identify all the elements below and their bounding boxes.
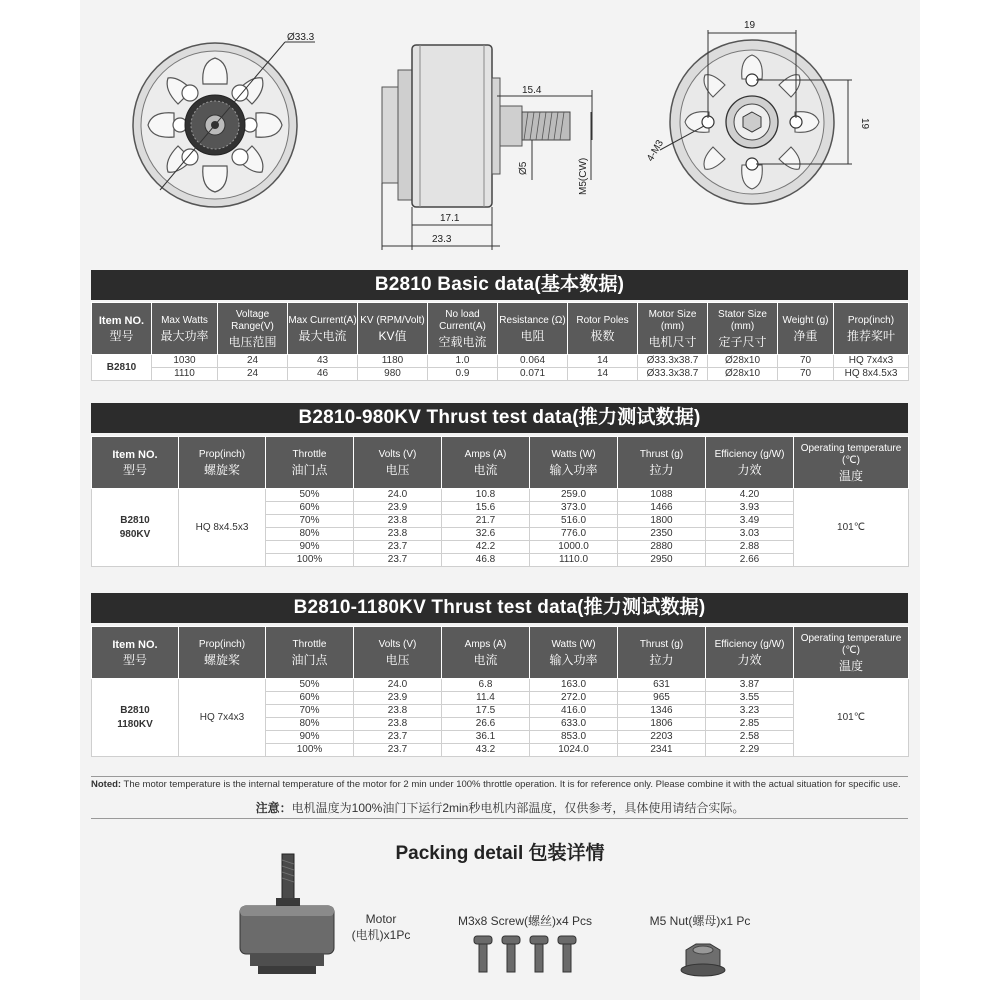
thrust-980kv-table xyxy=(91,436,909,567)
table-cell: 1.0 xyxy=(428,355,498,368)
table-cell: HQ 8x4.5x3 xyxy=(834,368,909,381)
table-cell: 24.0 xyxy=(354,489,442,502)
table-cell: 36.1 xyxy=(442,731,530,744)
header-efficiency: Efficiency (g/W) 力效 xyxy=(706,627,794,679)
table-cell: Ø28x10 xyxy=(708,368,778,381)
table-cell: 631 xyxy=(618,679,706,692)
thrust-980kv-header-row xyxy=(92,437,909,489)
header-rotor-poles: Rotor Poles 极数 xyxy=(568,303,638,355)
thrust-1180kv-title: B2810-1180KV Thrust test data(推力测试数据) xyxy=(91,593,908,623)
header-volts: Volts (V) 电压 xyxy=(354,437,442,489)
header-efficiency: Efficiency (g/W) 力效 xyxy=(706,437,794,489)
table-cell: 10.8 xyxy=(442,489,530,502)
table-cell: 23.8 xyxy=(354,705,442,718)
table-cell: 23.8 xyxy=(354,528,442,541)
table-cell: 100% xyxy=(266,554,354,567)
packing-title: Packing detail 包装详情 xyxy=(395,843,605,864)
header-prop: Prop(inch) 螺旋桨 xyxy=(179,437,266,489)
table-cell: 3.55 xyxy=(706,692,794,705)
table-cell: 26.6 xyxy=(442,718,530,731)
rear-right-dimension-label: 19 xyxy=(859,118,870,130)
header-volts: Volts (V) 电压 xyxy=(354,627,442,679)
table-cell: HQ 7x4x3 xyxy=(834,355,909,368)
table-cell: 1806 xyxy=(618,718,706,731)
table-cell: 11.4 xyxy=(442,692,530,705)
table-cell: 853.0 xyxy=(530,731,618,744)
table-cell: 1000.0 xyxy=(530,541,618,554)
table-cell: 23.8 xyxy=(354,515,442,528)
header-weight: Weight (g) 净重 xyxy=(778,303,834,355)
table-cell: 50% xyxy=(266,679,354,692)
table-cell: 373.0 xyxy=(530,502,618,515)
shaft-length-label: 15.4 xyxy=(522,85,542,96)
table-row xyxy=(92,679,909,692)
table-cell: 965 xyxy=(618,692,706,705)
thrust-1180kv-temperature-cell: 101℃ xyxy=(794,679,909,757)
table-cell: 1110.0 xyxy=(530,554,618,567)
table-cell: 0.071 xyxy=(498,368,568,381)
header-thrust: Thrust (g) 拉力 xyxy=(618,627,706,679)
table-cell: 70 xyxy=(778,368,834,381)
table-cell: 2.29 xyxy=(706,744,794,757)
header-item-no: Item NO. 型号 xyxy=(92,303,152,355)
table-cell: 2341 xyxy=(618,744,706,757)
screws-image xyxy=(468,934,580,980)
table-cell: 3.87 xyxy=(706,679,794,692)
table-cell: 24.0 xyxy=(354,679,442,692)
table-cell: 2950 xyxy=(618,554,706,567)
table-cell: 23.7 xyxy=(354,731,442,744)
divider xyxy=(91,776,908,777)
motor-image xyxy=(230,852,340,982)
table-cell: Ø33.3x38.7 xyxy=(638,355,708,368)
header-max-current: Max Current(A) 最大电流 xyxy=(288,303,358,355)
header-throttle: Throttle 油门点 xyxy=(266,627,354,679)
header-resistance: Resistance (Ω) 电阻 xyxy=(498,303,568,355)
header-watts: Watts (W) 输入功率 xyxy=(530,627,618,679)
table-cell: 1030 xyxy=(152,355,218,368)
thrust-1180kv-table xyxy=(91,626,909,757)
table-cell: 3.49 xyxy=(706,515,794,528)
screw-label: M3x8 Screw(螺丝)x4 Pcs xyxy=(457,914,593,928)
motor-label-line1: Motor xyxy=(365,912,397,926)
nut-image xyxy=(678,940,728,980)
table-cell: 2350 xyxy=(618,528,706,541)
table-cell: Ø33.3x38.7 xyxy=(638,368,708,381)
table-cell: 23.8 xyxy=(354,718,442,731)
technical-drawing xyxy=(80,0,920,262)
table-cell: 46 xyxy=(288,368,358,381)
header-no-load-current: No load Current(A) 空载电流 xyxy=(428,303,498,355)
table-cell: 43.2 xyxy=(442,744,530,757)
rear-view-drawing xyxy=(645,20,870,204)
front-view-drawing xyxy=(133,32,315,207)
table-cell: 80% xyxy=(266,718,354,731)
header-max-watts: Max Watts 最大功率 xyxy=(152,303,218,355)
table-cell: 70 xyxy=(778,355,834,368)
table-cell: 70% xyxy=(266,515,354,528)
total-length-label: 23.3 xyxy=(432,234,452,245)
basic-item-cell: B2810 xyxy=(92,355,152,381)
table-cell: 32.6 xyxy=(442,528,530,541)
table-cell: 4.20 xyxy=(706,489,794,502)
table-cell: 0.064 xyxy=(498,355,568,368)
table-cell: 90% xyxy=(266,731,354,744)
table-cell: 1088 xyxy=(618,489,706,502)
table-cell: 0.9 xyxy=(428,368,498,381)
header-operating-temperature: Operating temperature (℃) 温度 xyxy=(794,627,909,679)
table-cell: 163.0 xyxy=(530,679,618,692)
table-cell: 2.58 xyxy=(706,731,794,744)
table-cell: 259.0 xyxy=(530,489,618,502)
table-cell: 23.9 xyxy=(354,692,442,705)
table-cell: 1180 xyxy=(358,355,428,368)
table-cell: 3.23 xyxy=(706,705,794,718)
table-cell: 15.6 xyxy=(442,502,530,515)
basic-data-table xyxy=(91,302,909,381)
table-cell: 3.03 xyxy=(706,528,794,541)
table-cell: 1110 xyxy=(152,368,218,381)
motor-label-line2: (电机)x1Pc xyxy=(351,928,411,942)
table-cell: 60% xyxy=(266,502,354,515)
table-cell: 23.7 xyxy=(354,554,442,567)
header-operating-temperature: Operating temperature (℃) 温度 xyxy=(794,437,909,489)
screw-holes-label: 4-M3 xyxy=(645,138,666,164)
table-cell: 1024.0 xyxy=(530,744,618,757)
header-item-no: Item NO. 型号 xyxy=(92,437,179,489)
header-thrust: Thrust (g) 拉力 xyxy=(618,437,706,489)
basic-header-row xyxy=(92,303,909,355)
header-voltage-range: Voltage Range(V) 电压范围 xyxy=(218,303,288,355)
table-row xyxy=(92,489,909,502)
divider xyxy=(91,818,908,819)
header-amps: Amps (A) 电流 xyxy=(442,627,530,679)
table-cell: 633.0 xyxy=(530,718,618,731)
table-cell: 21.7 xyxy=(442,515,530,528)
rear-top-dimension-label: 19 xyxy=(744,20,756,31)
table-cell: 43 xyxy=(288,355,358,368)
table-cell: 80% xyxy=(266,528,354,541)
body-length-label: 17.1 xyxy=(440,213,460,224)
header-watts: Watts (W) 输入功率 xyxy=(530,437,618,489)
table-cell: 1346 xyxy=(618,705,706,718)
note-text: The motor temperature is the internal temperature of the motor for 2 min under 100% throttle operation. It is for reference only. Please combine it with the actual situation for specific use. xyxy=(121,779,901,790)
nut-label: M5 Nut(螺母)x1 Pc xyxy=(649,914,751,928)
side-view-drawing xyxy=(382,45,592,250)
table-cell: 14 xyxy=(568,368,638,381)
thrust-1180kv-item-cell: B2810 1180KV xyxy=(92,679,179,757)
header-stator-size: Stator Size (mm) 定子尺寸 xyxy=(708,303,778,355)
table-cell: 2203 xyxy=(618,731,706,744)
thrust-1180kv-header-row xyxy=(92,627,909,679)
table-cell: 1466 xyxy=(618,502,706,515)
note-label: Noted: xyxy=(91,779,122,790)
header-kv: KV (RPM/Volt) KV值 xyxy=(358,303,428,355)
table-cell: 46.8 xyxy=(442,554,530,567)
table-cell: 416.0 xyxy=(530,705,618,718)
table-cell: 2.88 xyxy=(706,541,794,554)
thrust-1180kv-prop-cell: HQ 7x4x3 xyxy=(179,679,266,757)
front-diameter-label: Ø33.3 xyxy=(287,32,315,43)
table-cell: 24 xyxy=(218,355,288,368)
table-cell: 23.9 xyxy=(354,502,442,515)
header-item-no: Item NO. 型号 xyxy=(92,627,179,679)
header-prop: Prop(inch) 螺旋桨 xyxy=(179,627,266,679)
note-english xyxy=(91,779,921,790)
thrust-980kv-prop-cell: HQ 8x4.5x3 xyxy=(179,489,266,567)
table-cell: 516.0 xyxy=(530,515,618,528)
table-cell: 2880 xyxy=(618,541,706,554)
thread-label: M5(CW) xyxy=(578,157,589,195)
table-cell: 42.2 xyxy=(442,541,530,554)
header-throttle: Throttle 油门点 xyxy=(266,437,354,489)
table-cell: 60% xyxy=(266,692,354,705)
note-chinese xyxy=(0,799,1000,816)
table-cell: 980 xyxy=(358,368,428,381)
table-cell: 23.7 xyxy=(354,541,442,554)
table-cell: 776.0 xyxy=(530,528,618,541)
thrust-980kv-item-cell: B2810 980KV xyxy=(92,489,179,567)
table-cell: 90% xyxy=(266,541,354,554)
basic-data-title: B2810 Basic data(基本数据) xyxy=(91,270,908,300)
table-cell: 3.93 xyxy=(706,502,794,515)
table-row xyxy=(92,355,909,368)
table-cell: Ø28x10 xyxy=(708,355,778,368)
note-zh-text: 电机温度为100%油门下运行2min秒电机内部温度，仅供参考，具体使用请结合实际。 xyxy=(291,801,745,815)
header-prop: Prop(inch) 推荐桨叶 xyxy=(834,303,909,355)
table-cell: 17.5 xyxy=(442,705,530,718)
table-cell: 6.8 xyxy=(442,679,530,692)
table-cell: 100% xyxy=(266,744,354,757)
shaft-diameter-label: Ø5 xyxy=(518,161,529,175)
thrust-980kv-title: B2810-980KV Thrust test data(推力测试数据) xyxy=(91,403,908,433)
note-zh-label: 注意： xyxy=(255,801,292,815)
table-cell: 14 xyxy=(568,355,638,368)
table-cell: 50% xyxy=(266,489,354,502)
header-amps: Amps (A) 电流 xyxy=(442,437,530,489)
table-cell: 272.0 xyxy=(530,692,618,705)
header-motor-size: Motor Size (mm) 电机尺寸 xyxy=(638,303,708,355)
thrust-980kv-temperature-cell: 101℃ xyxy=(794,489,909,567)
table-cell: 24 xyxy=(218,368,288,381)
table-cell: 2.85 xyxy=(706,718,794,731)
table-row xyxy=(92,368,909,381)
motor-label xyxy=(336,912,426,943)
table-cell: 1800 xyxy=(618,515,706,528)
table-cell: 70% xyxy=(266,705,354,718)
table-cell: 23.7 xyxy=(354,744,442,757)
table-cell: 2.66 xyxy=(706,554,794,567)
